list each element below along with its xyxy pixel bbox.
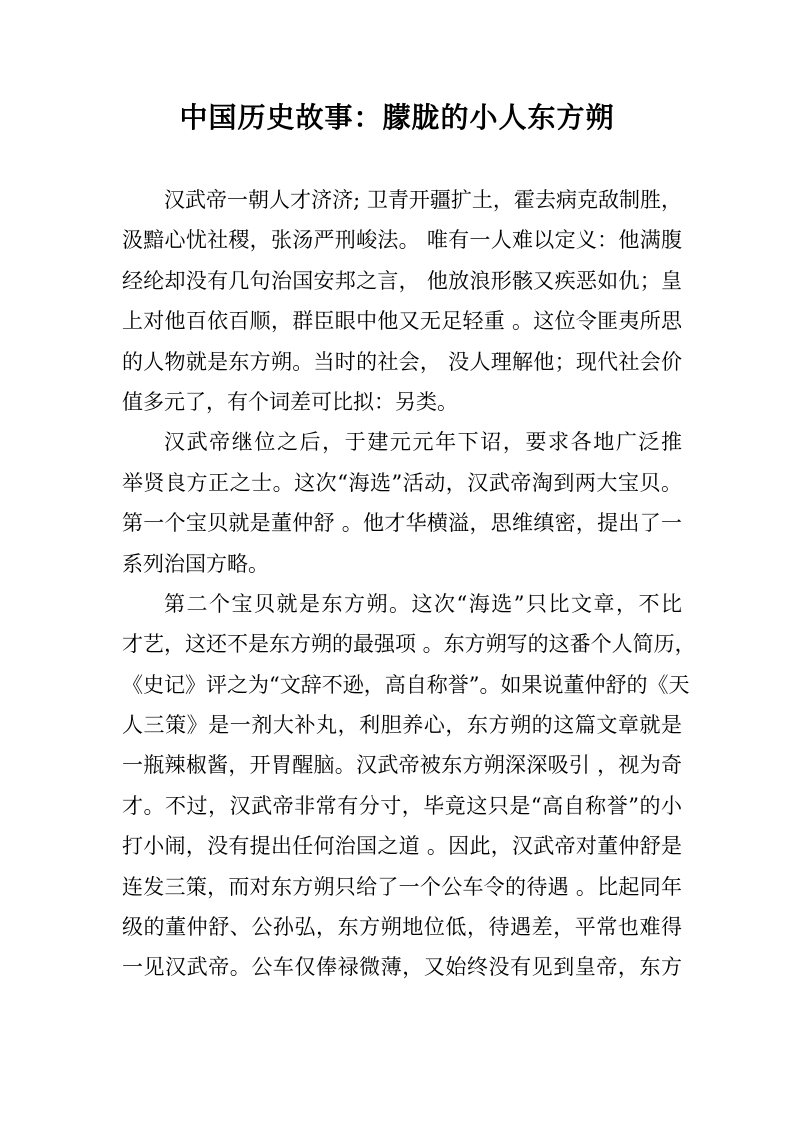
- text-line: 举贤良方正之士。这次“海选”活动，汉武帝淘到两大宝贝。: [122, 470, 682, 495]
- paragraph-3: [122, 584, 696, 988]
- text-line: 系列治国方略。: [122, 551, 269, 576]
- text-line: 打小闹，没有提出任何治国之道 。因此，汉武帝对董仲舒是: [122, 834, 682, 859]
- text-line: 上对他百依百顺，群臣眼中他又无足轻重 。这位令匪夷所思: [122, 309, 682, 334]
- article-body: [122, 180, 696, 988]
- text-line: 才。不过，汉武帝非常有分寸，毕竟这只是“高自称誉”的小: [122, 793, 682, 818]
- text-line: 汲黯心忧社稷，张汤严刑峻法。 唯有一人难以定义：他满腹: [122, 228, 682, 253]
- paragraph-2: [122, 422, 682, 584]
- text-line: 一瓶辣椒酱，开胃醒脑。汉武帝被东方朔深深吸引 ，视为奇: [122, 753, 682, 778]
- text-line: 汉武帝继位之后，于建元元年下诏，要求各地广泛推: [164, 430, 682, 455]
- text-line: 第一个宝贝就是董仲舒 。他才华横溢，思维缜密，提出了一: [122, 511, 682, 536]
- text-line: 汉武帝一朝人才济济; 卫青开疆扩土，霍去病克敌制胜，: [164, 188, 682, 212]
- text-line: 经纶却没有几句治国安邦之言， 他放浪形骸又疾恶如仇；皇: [122, 268, 682, 293]
- text-line: 级的董仲舒、公孙弘，东方朔地位低，待遇差，平常也难得: [122, 915, 682, 940]
- text-line: 《史记》评之为“文辞不逊，高自称誉”。如果说董仲舒的《天: [122, 672, 690, 697]
- text-line: 的人物就是东方朔。当时的社会， 没人理解他；现代社会价: [122, 349, 682, 374]
- paragraph-1: [122, 180, 682, 422]
- text-line: 人三策》是一剂大补丸，利胆养心，东方朔的这篇文章就是: [122, 713, 682, 738]
- text-line: 第二个宝贝就是东方朔。这次“海选”只比文章，不比: [164, 591, 682, 616]
- text-line: 连发三策，而对东方朔只给了一个公车令的待遇 。比起同年: [122, 874, 682, 899]
- page-title: 中国历史故事：朦胧的小人东方朔: [179, 101, 615, 134]
- text-line: 才艺，这还不是东方朔的最强项 。东方朔写的这番个人简历，: [122, 632, 696, 657]
- text-line: 值多元了，有个词差可比拟：另类。: [122, 389, 458, 414]
- text-line: 一见汉武帝。公车仅俸禄微薄，又始终没有见到皇帝，东方: [122, 955, 682, 980]
